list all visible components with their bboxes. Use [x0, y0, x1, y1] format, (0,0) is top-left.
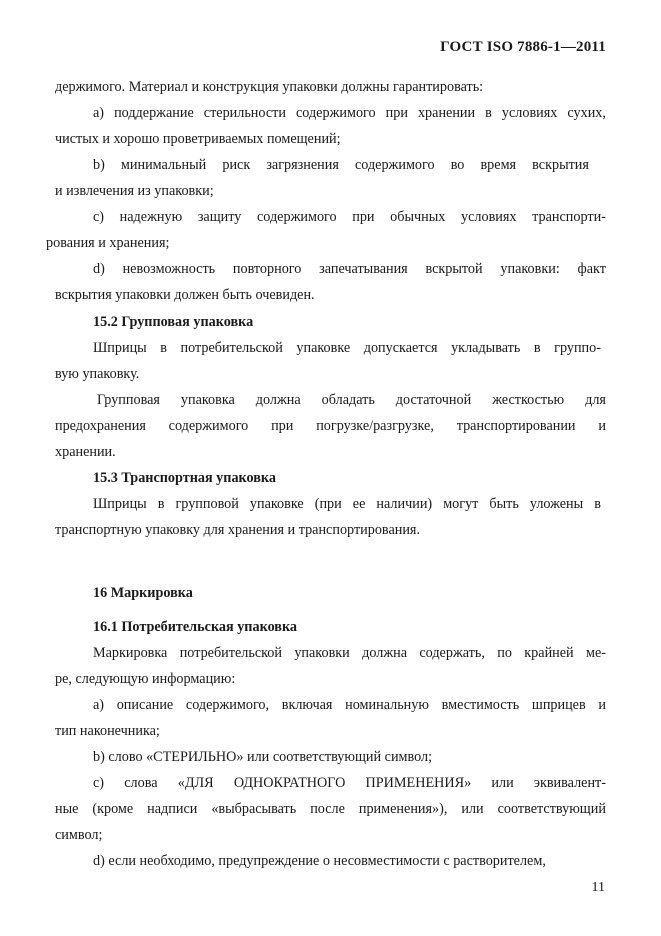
section-heading-15-2: 15.2 Групповая упаковка	[93, 314, 254, 330]
body-line	[93, 696, 606, 714]
word: обычных	[390, 209, 446, 225]
word: в	[157, 496, 165, 512]
word: поддержание	[114, 105, 194, 121]
word: стерильности	[203, 105, 286, 121]
word: после	[310, 801, 345, 817]
body-line	[93, 208, 606, 226]
word: невозможность	[122, 261, 216, 277]
word: ме-	[585, 645, 606, 661]
word: (при	[314, 496, 342, 512]
word: загрязнения	[266, 157, 339, 173]
word: допускается	[363, 340, 438, 356]
word: наличии)	[376, 496, 433, 512]
word: и	[598, 418, 606, 434]
word: b)	[93, 157, 105, 173]
word: содержимого	[295, 105, 376, 121]
body-line	[93, 156, 589, 174]
word: Групповая	[97, 392, 160, 408]
body-line	[93, 339, 601, 357]
word: быть	[489, 496, 519, 512]
word: в	[485, 105, 492, 121]
word: условиях	[461, 209, 517, 225]
word: а)	[93, 697, 105, 713]
body-line: и извлечения из упаковки;	[55, 183, 214, 199]
body-line	[93, 104, 606, 122]
body-line: ре, следующую информацию:	[55, 671, 236, 687]
word: в	[533, 340, 541, 356]
word: (кроме	[92, 801, 134, 817]
body-line	[93, 495, 601, 513]
word: ее	[352, 496, 366, 512]
word: ОДНОКРАТНОГО	[233, 775, 346, 791]
body-line	[93, 260, 606, 278]
word: достаточной	[395, 392, 472, 408]
word: потребительской	[180, 340, 283, 356]
word: жесткостью	[492, 392, 565, 408]
word: «выбрасывать	[211, 801, 297, 817]
standard-header: ГОСТ ISO 7886-1—2011	[440, 39, 606, 55]
body-line: хранении.	[55, 444, 116, 460]
body-line	[93, 644, 606, 662]
word: шприцев	[531, 697, 586, 713]
body-line: вскрытия упаковки должен быть очевиден.	[55, 287, 315, 303]
word: условиях	[501, 105, 558, 121]
word: Шприцы	[93, 340, 147, 356]
body-line: тип наконечника;	[55, 723, 160, 739]
word: Шприцы	[93, 496, 147, 512]
word: транспорти-	[532, 209, 606, 225]
word: транспортировании	[456, 418, 576, 434]
word: во	[450, 157, 465, 173]
word: хранении	[417, 105, 476, 121]
section-heading-16: 16 Маркировка	[93, 585, 193, 601]
word: вместимость	[441, 697, 520, 713]
word: содержать,	[419, 645, 485, 661]
word: при	[271, 418, 294, 434]
word: или	[461, 801, 484, 817]
word: и	[598, 697, 606, 713]
body-line: транспортную упаковку для хранения и транспортирования.	[55, 522, 420, 538]
word: факт	[577, 261, 606, 277]
word: описание	[116, 697, 174, 713]
word: по	[497, 645, 512, 661]
word: Маркировка	[93, 645, 168, 661]
word: вскрытия	[532, 157, 589, 173]
body-line: b) слово «СТЕРИЛЬНО» или соответствующий символ;	[93, 749, 433, 765]
word: минимальный	[120, 157, 207, 173]
body-line	[93, 774, 606, 792]
word: или	[491, 775, 514, 791]
body-line	[55, 800, 606, 818]
body-line: вую упаковку.	[55, 366, 140, 382]
word: групповой	[175, 496, 239, 512]
page-number: 11	[591, 880, 605, 895]
word: повторного	[232, 261, 302, 277]
word: «ДЛЯ	[177, 775, 214, 791]
body-line	[97, 391, 606, 409]
word: должна	[362, 645, 408, 661]
word: ные	[55, 801, 79, 817]
body-line: символ;	[55, 827, 103, 843]
word: применения»),	[358, 801, 448, 817]
word: при	[352, 209, 375, 225]
word: слова	[124, 775, 158, 791]
word: запечатывания	[319, 261, 408, 277]
word: упаковке	[249, 496, 304, 512]
word: могут	[443, 496, 479, 512]
word: уложены	[529, 496, 584, 512]
word: упаковка	[180, 392, 235, 408]
word: погрузке/разгрузке,	[316, 418, 434, 434]
word: упаковки	[294, 645, 350, 661]
word: содержимого	[256, 209, 337, 225]
word: ПРИМЕНЕНИЯ»	[365, 775, 472, 791]
word: надписи	[147, 801, 198, 817]
word: d)	[93, 261, 105, 277]
section-heading-16-1: 16.1 Потребительская упаковка	[93, 619, 298, 635]
word: обладать	[321, 392, 375, 408]
word: в	[594, 496, 601, 512]
word: надежную	[119, 209, 183, 225]
section-heading-15-3: 15.3 Транспортная упаковка	[93, 470, 276, 486]
word: предохранения	[55, 418, 146, 434]
body-line: рования и хранения;	[46, 235, 170, 251]
word: эквивалент-	[533, 775, 606, 791]
word: время	[480, 157, 517, 173]
body-line: чистых и хорошо проветриваемых помещений;	[55, 131, 341, 147]
word: при	[385, 105, 408, 121]
word: содержимого,	[185, 697, 270, 713]
word: упаковки:	[500, 261, 560, 277]
word: должна	[255, 392, 301, 408]
word: укладывать	[451, 340, 521, 356]
word: содержимого	[168, 418, 249, 434]
body-line: держимого. Материал и конструкция упаковки должны гарантировать:	[55, 79, 484, 95]
word: с)	[93, 209, 105, 225]
word: упаковке	[296, 340, 351, 356]
word: потребительской	[179, 645, 282, 661]
word: номинальную	[345, 697, 429, 713]
word: содержимого	[354, 157, 435, 173]
word: группо-	[554, 340, 601, 356]
word: риск	[222, 157, 251, 173]
word: сухих,	[567, 105, 606, 121]
word: а)	[93, 105, 105, 121]
word: с)	[93, 775, 105, 791]
word: защиту	[197, 209, 242, 225]
word: в	[160, 340, 167, 356]
word: вскрытой	[425, 261, 483, 277]
word: крайней	[524, 645, 574, 661]
word: включая	[281, 697, 333, 713]
word: соответствующий	[497, 801, 606, 817]
body-line: d) если необходимо, предупреждение о несовместимости с растворителем,	[93, 853, 546, 869]
word: для	[585, 392, 606, 408]
body-line	[55, 417, 606, 435]
